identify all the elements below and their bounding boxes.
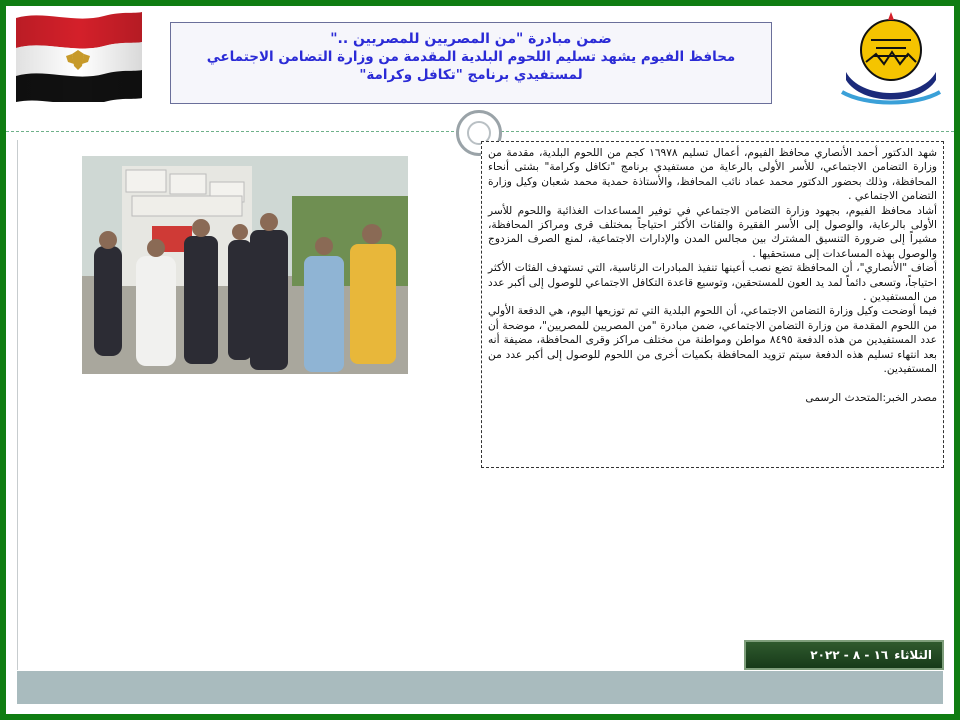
headline-line-2: محافظ الفيوم يشهد تسليم اللحوم البلدية المقدمة من وزارة التضامن الاجتماعي لمستفيدي برنامج "تكافل وكرامة" [206, 49, 736, 83]
news-photo [82, 156, 408, 374]
article-paragraph-1: شهد الدكتور أحمد الأنصاري محافظ الفيوم، أعمال تسليم ١٦٩٧٨ كجم من اللحوم البلدية، مقدمة من وزارة التضامن الاجتماعي، للأسر الأولى بالرعاية من مستفيدي برنامج "تكافل وكرامة" بشتى أنحاء المحافظة، وذلك بحضور الدكتور محمد عماد نائب المحافظ، والأستاذة حمدية محمد شعبان وكيل وزارة التضامن الاجتماعي . [488, 147, 937, 203]
left-margin-rule [17, 140, 18, 670]
article-body [481, 141, 944, 468]
fayoum-governorate-logo-icon [836, 10, 946, 106]
headline-line-1: ضمن مبادرة "من المصريين للمصريين .." [330, 31, 612, 47]
date-badge [744, 640, 944, 670]
date-day-label: الثلاثاء [894, 648, 932, 662]
article-source: مصدر الخبر:المتحدث الرسمى [805, 391, 937, 404]
article-paragraph-4: فيما أوضحت وكيل وزارة التضامن الاجتماعي، أن اللحوم البلدية التي تم توزيعها اليوم، هي الدفعة الأولي من اللحوم المقدمة من وزارة التضامن الاجتماعي، ضمن مبادرة "من المصريين للمصريين"، موضحة أن عدد المستفيدين من هذه الدفعة ٨٤٩٥ مواطن ومواطنة من مختلف مراكز وقرى المحافظة، مضيفة أنه بعد انتهاء تسليم هذه الدفعة سيتم تزويد المحافظة بكميات أخرى من اللحوم للوصول إلى أكبر عدد من المستفيدين. [488, 305, 937, 376]
headline-box [170, 22, 772, 104]
article-paragraph-3: أضاف "الأنصاري"، أن المحافظة تضع نصب أعينها تنفيذ المبادرات الرئاسية، التي تستهدف الفئات الأكثر احتياجاً، وتسعى دائماً لمد يد العون للمستحقين، وتوسيع قاعدة التكافل الاجتماعي للوصول إلى أكبر عدد من المستفيدين . [488, 262, 937, 304]
date-value: ١٦ - ٨ - ٢٠٢٢ [810, 648, 889, 662]
article-paragraph-2: أشاد محافظ الفيوم، بجهود وزارة التضامن الاجتماعي في توفير المساعدات الغذائية واللحوم للأسر الأولى بالرعاية، والوصول إلى الأسر الفقيرة والفئات الأكثر احتياجاً بمختلف قرى ومراكز المحافظة، مشيراً إلى ضرورة التنسيق المشترك بين مجالس المدن والإدارات الاجتماعية، لمنع الصرف المزدوج والوصول بهذه المساعدات إلى مستحقيها . [488, 204, 937, 260]
egypt-flag-icon [14, 10, 144, 102]
footer-band [17, 671, 943, 704]
